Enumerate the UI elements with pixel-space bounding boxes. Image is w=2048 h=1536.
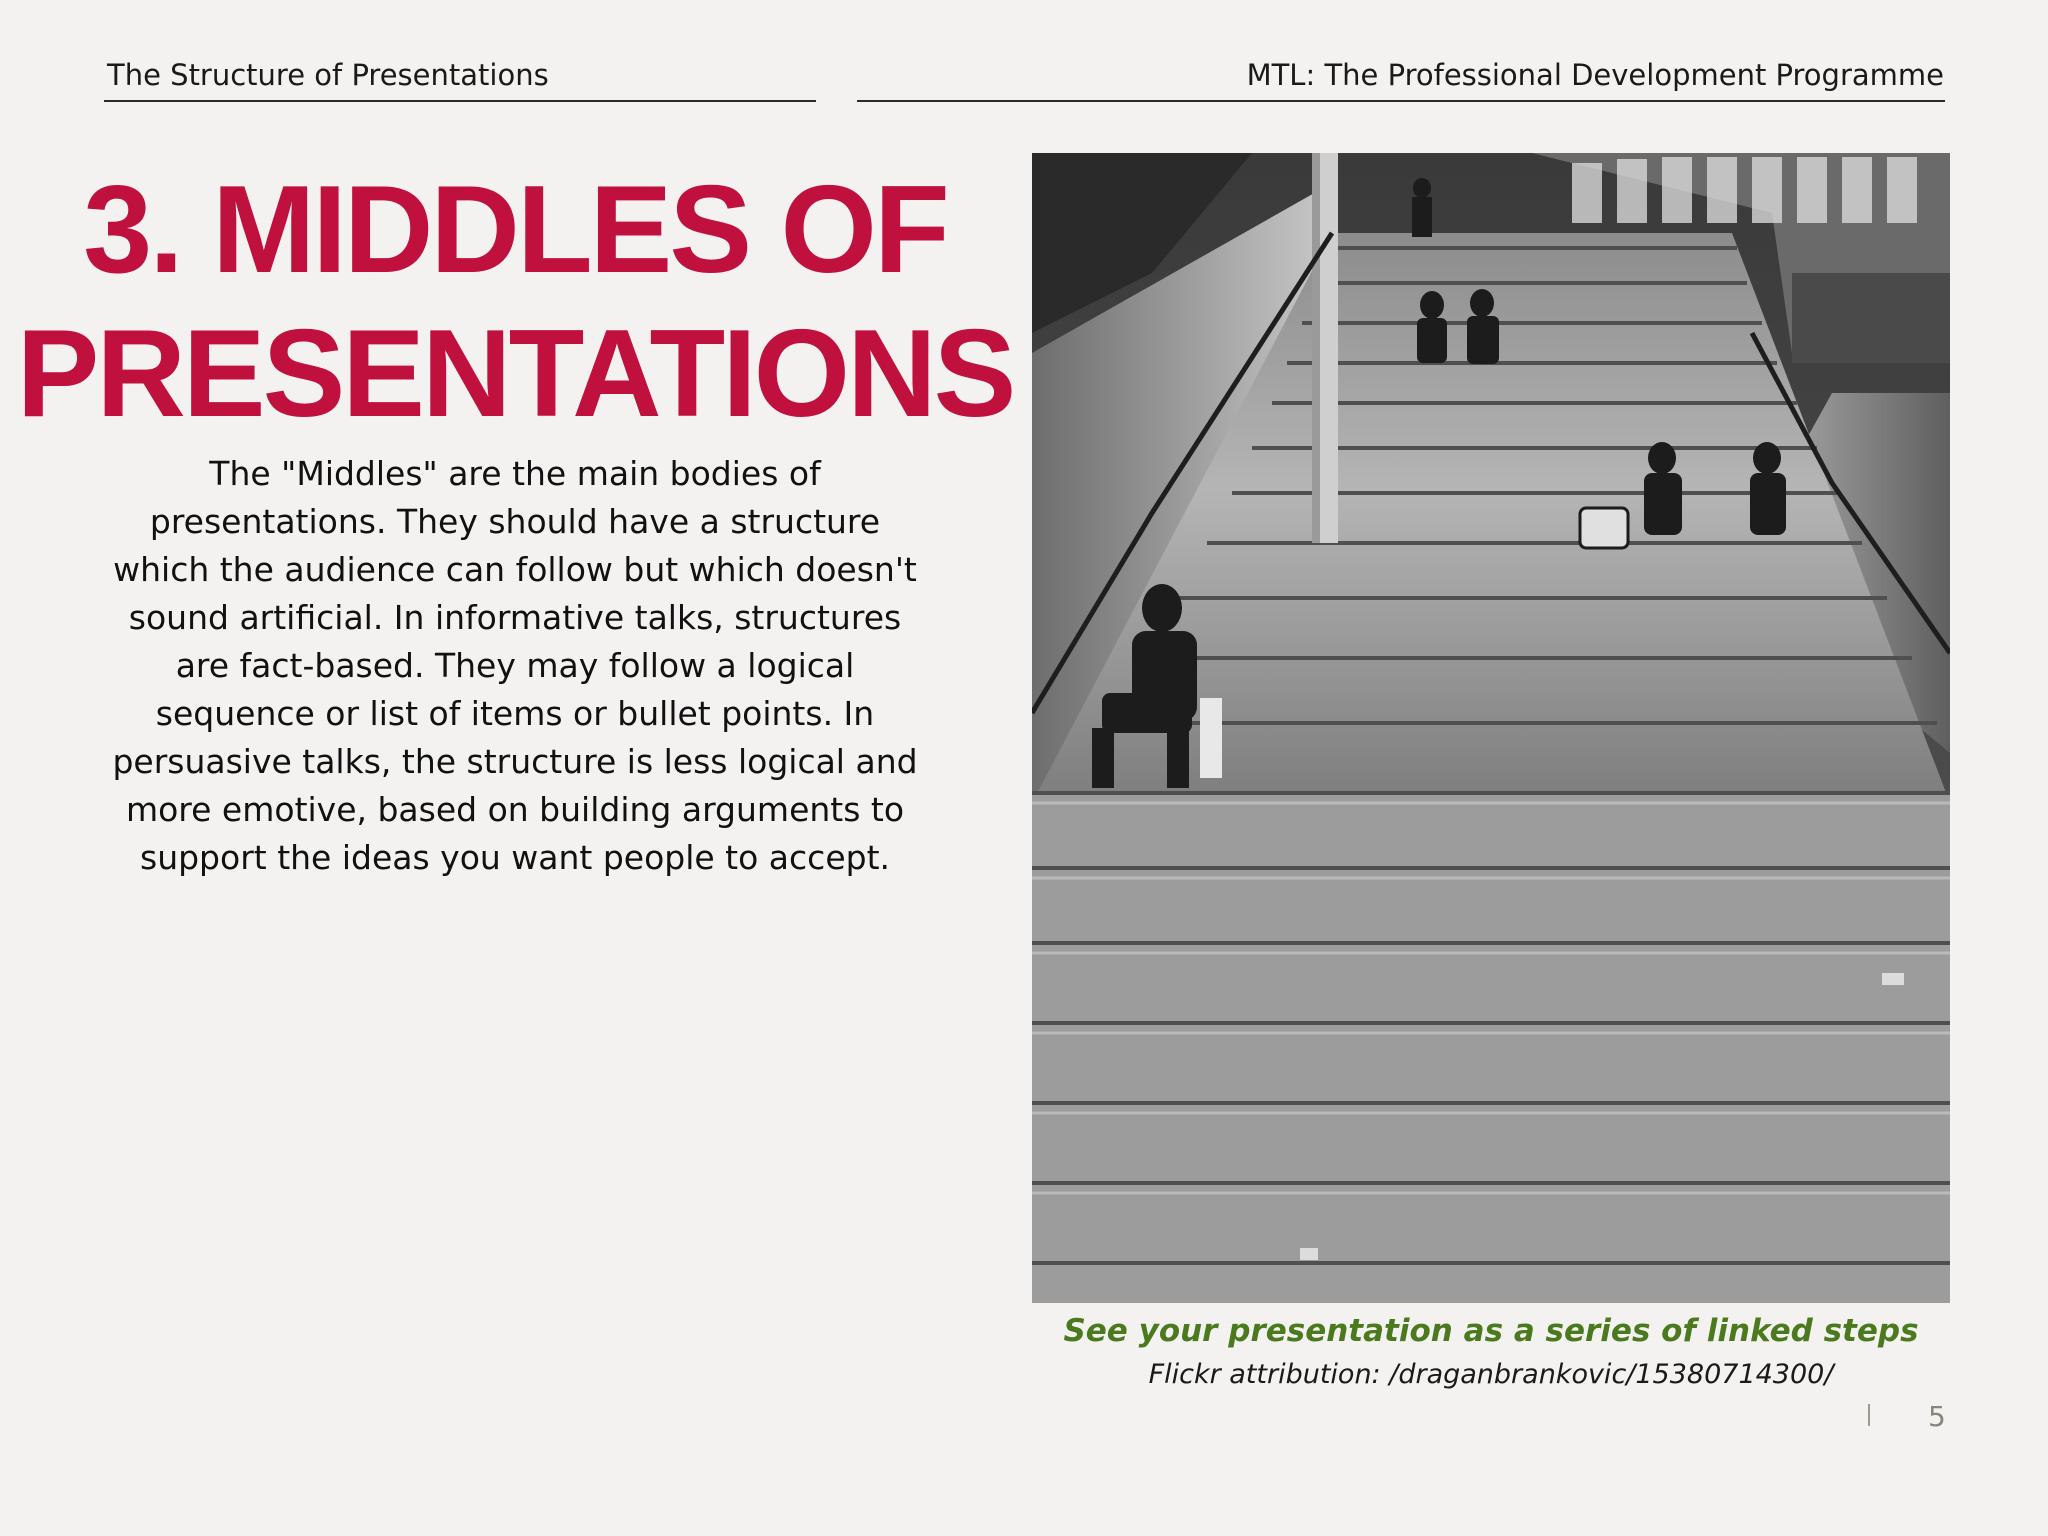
header-right-title: MTL: The Professional Development Programme	[1246, 58, 1944, 92]
slide-title	[0, 158, 1030, 446]
slide-title-line-1: 3. MIDDLES OF	[83, 161, 947, 299]
staircase-photo	[1032, 153, 1950, 1303]
header-left-title: The Structure of Presentations	[107, 58, 549, 92]
slide-title-line-2: PRESENTATIONS	[16, 305, 1014, 443]
page-number-divider	[1868, 1404, 1870, 1426]
slide-body-text: The "Middles" are the main bodies of presentations. They should have a structure which the audience can follow but which doesn't sound artificial. In informative talks, structures are fact-based. They may follow a logical sequence or list of items or bullet points. In persuasive talks, the structure is less logical and more emotive, based on building arguments to support the ideas you want people to accept.	[112, 454, 918, 877]
header-right-divider	[857, 100, 1945, 102]
header-left-divider	[104, 100, 816, 102]
image-caption: See your presentation as a series of linked steps	[1063, 1313, 1919, 1349]
image-attribution: Flickr attribution: /draganbrankovic/15380714300/	[1148, 1359, 1834, 1390]
page-number: 5	[1928, 1400, 1946, 1433]
